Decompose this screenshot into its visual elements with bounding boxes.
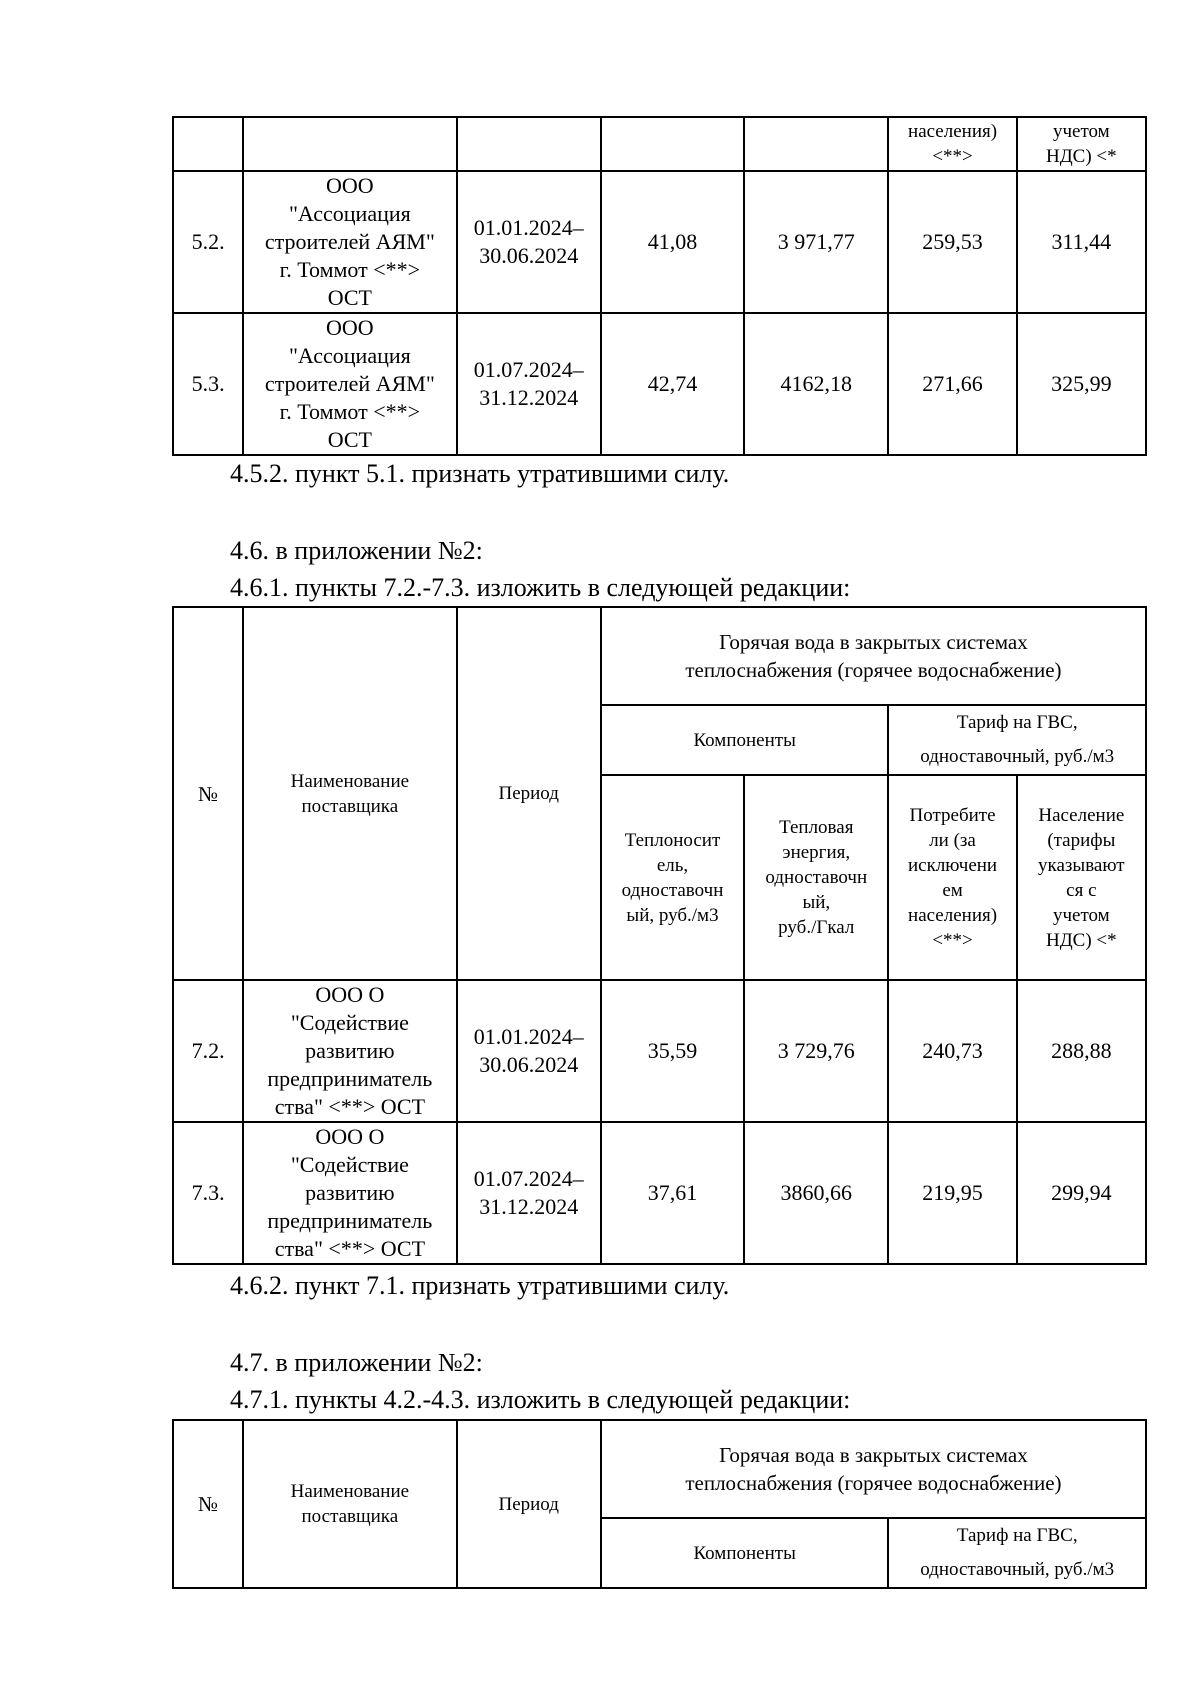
period: 01.07.2024– 31.12.2024 bbox=[457, 313, 601, 455]
header-supplier-name: Наименование поставщика bbox=[243, 607, 456, 980]
heat-carrier-value: 35,59 bbox=[601, 980, 744, 1122]
header-period: Период bbox=[457, 1420, 601, 1588]
table-row bbox=[173, 1122, 1146, 1264]
population-value: 288,88 bbox=[1017, 980, 1146, 1122]
header-tariff: Тариф на ГВС, одноставочный, руб./м3 bbox=[888, 1518, 1146, 1588]
header-supplier-name: Наименование поставщика bbox=[243, 1420, 456, 1588]
header-number: № bbox=[173, 607, 243, 980]
supplier-name: ООО "Ассоциация строителей АЯМ" г. Томмот <**> ОСТ bbox=[243, 171, 456, 313]
period: 01.01.2024– 30.06.2024 bbox=[457, 980, 601, 1122]
heat-carrier-value: 37,61 bbox=[601, 1122, 744, 1264]
header-number: № bbox=[173, 1420, 243, 1588]
table-header-row bbox=[173, 1420, 1146, 1518]
header-hot-water-group: Горячая вода в закрытых системах теплоснабжения (горячее водоснабжение) bbox=[601, 607, 1146, 705]
period: 01.07.2024– 31.12.2024 bbox=[457, 1122, 601, 1264]
paragraph-4-6-1: 4.6.1. пункты 7.2.-7.3. изложить в следующей редакции: bbox=[230, 573, 851, 602]
period: 01.01.2024– 30.06.2024 bbox=[457, 171, 601, 313]
paragraph-4-6-2: 4.6.2. пункт 7.1. признать утратившими силу. bbox=[230, 1271, 730, 1300]
supplier-name: ООО О "Содействие развитию предприниматель ства" <**> ОСТ bbox=[243, 1122, 456, 1264]
header-consumers-tail: населения) <**> bbox=[888, 117, 1016, 171]
paragraph-4-6: 4.6. в приложении №2: bbox=[230, 536, 483, 565]
heat-energy-value: 4162,18 bbox=[744, 313, 888, 455]
row-number: 5.3. bbox=[173, 313, 243, 455]
table-row bbox=[173, 171, 1146, 313]
tariff-table-7 bbox=[172, 606, 1147, 1265]
table-header-tail-row bbox=[173, 117, 1146, 171]
header-heat-carrier: Теплоносит ель, одноставочн ый, руб./м3 bbox=[601, 775, 744, 980]
heat-energy-value: 3 729,76 bbox=[744, 980, 888, 1122]
consumers-value: 259,53 bbox=[888, 171, 1016, 313]
header-period: Период bbox=[457, 607, 601, 980]
population-value: 299,94 bbox=[1017, 1122, 1146, 1264]
table-row bbox=[173, 313, 1146, 455]
population-value: 311,44 bbox=[1017, 171, 1146, 313]
header-consumers: Потребите ли (за исключени ем населения) <**> bbox=[888, 775, 1016, 980]
header-components: Компоненты bbox=[601, 705, 889, 775]
paragraph-4-7-1: 4.7.1. пункты 4.2.-4.3. изложить в следующей редакции: bbox=[230, 1385, 851, 1414]
header-tariff: Тариф на ГВС, одноставочный, руб./м3 bbox=[888, 705, 1146, 775]
header-components: Компоненты bbox=[601, 1518, 889, 1588]
table-row bbox=[173, 980, 1146, 1122]
tariff-table-continued bbox=[172, 116, 1147, 456]
table-header-row bbox=[173, 607, 1146, 705]
tariff-table-4 bbox=[172, 1419, 1147, 1589]
supplier-name: ООО О "Содействие развитию предприниматель ства" <**> ОСТ bbox=[243, 980, 456, 1122]
header-population: Население (тарифы указывают ся с учетом НДС) <* bbox=[1017, 775, 1146, 980]
supplier-name: ООО "Ассоциация строителей АЯМ" г. Томмот <**> ОСТ bbox=[243, 313, 456, 455]
population-value: 325,99 bbox=[1017, 313, 1146, 455]
row-number: 5.2. bbox=[173, 171, 243, 313]
consumers-value: 240,73 bbox=[888, 980, 1016, 1122]
row-number: 7.2. bbox=[173, 980, 243, 1122]
row-number: 7.3. bbox=[173, 1122, 243, 1264]
paragraph-4-7: 4.7. в приложении №2: bbox=[230, 1348, 483, 1377]
heat-carrier-value: 42,74 bbox=[601, 313, 744, 455]
header-population-tail: учетом НДС) <* bbox=[1017, 117, 1146, 171]
consumers-value: 271,66 bbox=[888, 313, 1016, 455]
heat-energy-value: 3 971,77 bbox=[744, 171, 888, 313]
paragraph-4-5-2: 4.5.2. пункт 5.1. признать утратившими силу. bbox=[230, 459, 730, 488]
heat-carrier-value: 41,08 bbox=[601, 171, 744, 313]
heat-energy-value: 3860,66 bbox=[744, 1122, 888, 1264]
consumers-value: 219,95 bbox=[888, 1122, 1016, 1264]
header-heat-energy: Тепловая энергия, одноставочн ый, руб./Гкал bbox=[744, 775, 888, 980]
header-hot-water-group: Горячая вода в закрытых системах теплоснабжения (горячее водоснабжение) bbox=[601, 1420, 1146, 1518]
